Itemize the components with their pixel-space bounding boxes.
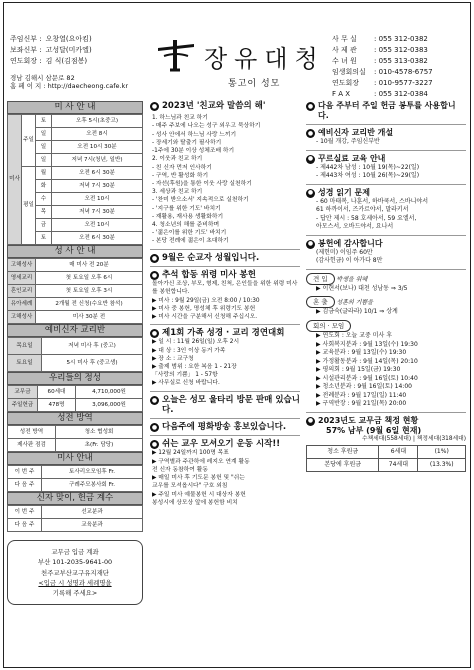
contact-value: : 055 312-0383	[374, 46, 428, 55]
memorial-mass-heading	[150, 270, 300, 280]
body-line: ▶ 12월 24일까지 100명 목표	[152, 450, 229, 457]
table-row	[8, 355, 143, 372]
tithe-status-subtitle: 57% 남부 (9월 6일 현재)	[326, 425, 422, 435]
table-cell: 이 번 주	[8, 506, 42, 519]
table-cell: 일	[36, 141, 52, 154]
baptism-subtitle: 박생을 위해	[336, 275, 368, 283]
table-cell: 토	[36, 232, 52, 245]
wedding-section	[306, 296, 466, 308]
table-row	[8, 298, 143, 311]
table-cell: 오전 8시	[52, 128, 143, 141]
table-cell: 토사리오모임후 Fr.	[42, 466, 143, 479]
heading-text: 2023년 '친교와 말씀의 해'	[162, 101, 266, 111]
president-value: 김 식(김점봉)	[45, 57, 88, 66]
bullet-icon: ●	[307, 189, 314, 197]
table-cell: 첫 토요일 오후 3시	[36, 285, 143, 298]
memorial-mass-body	[150, 280, 300, 321]
assistant-row	[10, 45, 150, 56]
table-cell: 영세교리	[8, 272, 36, 285]
divider	[150, 418, 300, 419]
tithe-status-table	[306, 445, 466, 472]
body-line: - 본당 전례에 젊은이 초대하기	[152, 238, 229, 245]
table-cell: 2개월 전 신청(수요반 참석)	[36, 298, 143, 311]
table-row	[8, 386, 143, 399]
table-cell: 오전 10시	[52, 219, 143, 232]
body-line: ▶ 미사 : 9월 29일(금) 오전 8:00 / 10:30	[152, 297, 260, 304]
table-row	[8, 426, 143, 439]
table-cell: 주일	[22, 115, 36, 167]
cursillo-body	[306, 164, 466, 181]
table-cell: 교무금	[8, 386, 38, 399]
table-cell: 일	[36, 154, 52, 167]
bible-contest-heading	[150, 328, 300, 338]
table-row	[8, 506, 143, 519]
offering-table	[7, 385, 143, 412]
body-line: - 장세기와 탈출기 필사하기	[152, 139, 222, 146]
divider	[150, 249, 300, 250]
contact-label: 임생회의실	[332, 68, 366, 77]
body-line: ▶ 청소년분과 : 9월 16일(토) 14:00	[316, 383, 412, 391]
contact-row	[332, 78, 462, 89]
divider	[150, 435, 300, 436]
table-cell: 6세대	[379, 445, 418, 458]
pastor-value: 오창열(요아킴)	[45, 35, 92, 44]
table-row	[8, 439, 143, 452]
divider	[306, 124, 466, 125]
table-cell: 청소 협성회	[56, 426, 143, 439]
table-cell: 수	[36, 193, 52, 206]
sale-heading	[150, 395, 300, 415]
table-row	[8, 311, 143, 324]
table-cell: 저녁 7시 30분	[52, 180, 143, 193]
table-cell: 478명	[38, 399, 76, 412]
body-line: ▶ 출제 범위 : 요한 복음 1 - 21장	[152, 364, 237, 370]
tithe-status-heading	[306, 416, 466, 426]
divider	[306, 235, 466, 236]
table-row	[8, 285, 143, 298]
cleaning-heading: 성전 방역	[7, 412, 143, 425]
heading-text: 다음 주부터 주일 헌금 봉투를 사용합니다.	[318, 101, 456, 120]
contact-label: 사 제 관	[332, 46, 357, 55]
table-cell: 저녁 미사 후 (중고)	[42, 338, 143, 355]
bullet-icon: ●	[151, 254, 158, 262]
table-cell: 주일헌금	[8, 399, 38, 412]
table-row	[307, 458, 466, 471]
contact-label: F A X	[332, 90, 351, 99]
bulletin-subtitle: 통고이 성모	[228, 79, 281, 89]
table-row	[8, 272, 143, 285]
body-line: ▶ 교육분과 : 9월 13일(수) 19:30	[316, 349, 407, 357]
table-row	[8, 259, 143, 272]
body-line: - '지구를 위한 기도' 바치기	[152, 205, 221, 212]
body-line: ▶ 시설관리분과 : 9월 16일(토) 10:40	[316, 374, 418, 382]
bullet-icon: ●	[307, 240, 314, 248]
contact-value: : 010-4578-6757	[374, 68, 433, 77]
lapsed-campaign-heading	[150, 439, 300, 449]
contact-value: : 055 313-0382	[374, 57, 428, 66]
divider	[150, 324, 300, 325]
mass-schedule-table	[7, 114, 143, 245]
sacrament-heading: 성 사 안 내	[7, 245, 143, 258]
body-line: ▶ 장 소 : 교구청	[152, 355, 194, 362]
divider	[306, 269, 466, 270]
yearly-theme-body	[150, 114, 300, 246]
table-cell: 4,710,000원	[76, 386, 143, 399]
table-row	[8, 338, 143, 355]
cursillo-heading	[306, 154, 466, 164]
table-cell: 첫 토요일 오후 6시	[36, 272, 143, 285]
donation-heading	[306, 239, 466, 249]
body-line: ▶ 사회복지분과 : 9월 13일(수) 19:30	[316, 340, 418, 348]
broadcast-heading	[150, 422, 300, 432]
lapsed-campaign-body	[150, 449, 300, 507]
body-line: 돌아가신 조상, 부모, 형제, 친척, 은인들을 위한 위령 미사를 봉헌합니다.	[152, 281, 298, 296]
middle-column	[150, 101, 300, 507]
body-line: - 제442차 남성 : 10월 19(목)~22(일)	[316, 163, 420, 171]
table-row	[8, 399, 143, 412]
heading-text: 추석 합동 위령 미사 봉헌	[162, 269, 256, 280]
contact-label: 연도회장	[332, 79, 360, 88]
table-cell: 오전 6시 30분	[52, 232, 143, 245]
baptism-label: 견 입	[306, 273, 335, 285]
table-cell: 혼인교리	[8, 285, 36, 298]
body-line: ▶ 사무실로 신청 바랍니다.	[152, 380, 220, 387]
body-line: 아모스서, 오바드야서, 요나서	[316, 223, 394, 231]
body-line: ▶ 가정활동분과 : 9월 14일(목) 20:10	[316, 357, 418, 365]
table-cell: 오후 5시(초중고)	[52, 115, 143, 128]
mass-schedule-heading: 미 사 안 내	[7, 101, 143, 114]
table-cell: 60세대	[38, 386, 76, 399]
table-cell: 성전 방역	[8, 426, 56, 439]
mass-intent-table	[7, 465, 143, 492]
heading-text: 쉬는 교우 모셔오기 운동 시작!!	[162, 439, 281, 450]
body-line: 봉성시에 상모상 앞에 봉헌함 비치	[152, 499, 238, 506]
body-line: - 재활용, 재사용 생활화하기	[152, 213, 224, 220]
heading-text: 예비신자 교리반 개설	[318, 128, 394, 137]
table-row	[8, 466, 143, 479]
table-cell: 고해성사	[8, 259, 36, 272]
greeter-heading: 신자 맞이, 헌금 계수	[7, 492, 143, 505]
body-line: ▶ 평의회 : 9월 15일(금) 19:30	[316, 366, 401, 374]
table-cell: 미사 30분 전	[36, 311, 143, 324]
contact-value: : 055 312-0382	[374, 35, 428, 44]
table-row	[8, 167, 143, 180]
table-row	[307, 445, 466, 458]
catechumen-heading	[306, 128, 466, 138]
divider	[150, 391, 300, 392]
body-line: 전 신자 동참하여 활동	[152, 466, 208, 473]
header-contacts	[332, 34, 462, 100]
body-line: ▶ 주일 미사 예물봉헌 시 대상자 봉헌	[152, 491, 246, 498]
body-line: ▶ 연도회 : 오늘 교중 미사 후	[316, 332, 393, 340]
contact-row	[332, 34, 462, 45]
pastor-label: 주임신부 :	[10, 35, 42, 44]
table-cell: 평일	[22, 167, 36, 245]
heading-text: 9월은 순교자 성월입니다.	[162, 252, 260, 263]
offering-heading: 우리들의 정성	[7, 372, 143, 385]
left-column	[7, 101, 143, 605]
bullet-icon: ●	[307, 129, 314, 137]
meeting-section	[306, 320, 466, 332]
wedding-subtitle: 성혼의 기쁨을	[336, 299, 374, 307]
divider	[306, 412, 466, 413]
table-cell: 구례주모봉사회 Fr.	[42, 479, 143, 492]
assistant-label: 보좌신부 :	[10, 46, 42, 55]
address: 경남 김해시 삼문로 82	[10, 74, 75, 82]
bank-account-notice	[7, 540, 143, 605]
body-line: ▶ 대 상 : 3인 이상 동거 가족	[152, 347, 226, 354]
bullet-icon: ●	[151, 102, 158, 110]
body-line: 4. 청소년의 해를 준비하며	[152, 222, 220, 229]
heading-text: 2023년도 교무금 책정 현황	[318, 415, 419, 425]
notice-line: 천주교부산교구유지재단	[41, 568, 109, 577]
body-line: ▶ 일 시 : 11월 26일(일) 오후 2시	[152, 339, 240, 346]
body-line: - 60 마태복, 나훈서, 하바쿡서, 스바니야서	[316, 197, 428, 205]
bullet-icon: ●	[151, 441, 158, 449]
meeting-body	[306, 332, 466, 409]
body-line: - 성사 안에서 하느님 사랑 느끼기	[152, 131, 237, 138]
body-line: 「사랑의 기쁨」 1 - 57항	[152, 372, 218, 379]
greeter-table	[7, 505, 143, 532]
table-cell: 금	[36, 219, 52, 232]
bible-reading-heading	[306, 188, 466, 198]
body-line: - '젊은이를 위한 기도' 바치기	[152, 230, 227, 237]
mass-side-label: 미사	[8, 115, 22, 245]
body-line: 교우를 모셔옵시다" 구호 외침	[152, 483, 228, 490]
right-column	[306, 101, 466, 472]
body-line: -1주에 30분 이상 성체조배 하기	[152, 148, 235, 155]
divider	[150, 266, 300, 267]
heading-text: 꾸르실료 교육 안내	[318, 153, 386, 163]
bullet-icon: ●	[151, 271, 158, 279]
table-cell: 오전 6시 30분	[52, 167, 143, 180]
contact-label: 수 녀 원	[332, 57, 357, 66]
church-logo-icon	[156, 34, 196, 74]
bulletin-title: 장유대청	[204, 45, 325, 73]
president-label: 연도회장 :	[10, 57, 42, 66]
notice-line: 교무금 입금 계좌	[51, 548, 99, 556]
pastor-row	[10, 34, 150, 45]
table-cell: 이 번 주	[8, 466, 42, 479]
body-line: - '찬미 받으소서' 지속적으로 실천하기	[152, 197, 249, 204]
bullet-icon: ●	[151, 330, 158, 338]
table-cell: 다 음 주	[8, 519, 42, 532]
catechism-heading: 예비신자 교리반	[7, 324, 143, 337]
table-row	[8, 479, 143, 492]
sacrament-table	[7, 258, 143, 324]
body-line: - 친 신자 먼저 인사하기	[152, 164, 212, 171]
heading-text: 봉헌에 감사합니다	[318, 238, 383, 248]
bullet-icon: ●	[151, 396, 158, 404]
baptism-section	[306, 273, 466, 285]
divider	[306, 150, 466, 151]
catechism-table	[7, 337, 143, 372]
offering-envelope-heading	[306, 101, 466, 121]
table-cell: 목요일	[8, 338, 42, 355]
contact-row	[332, 89, 462, 100]
table-cell: 오전 10시 30분	[52, 141, 143, 154]
body-line: - 답안 제시 : 58 호세아서, 59 요엘서,	[316, 214, 417, 222]
table-row	[8, 115, 143, 128]
table-cell: 일	[36, 128, 52, 141]
table-cell: (1%)	[418, 445, 466, 458]
table-cell: 초(Fr. 담당)	[56, 439, 143, 452]
table-cell: 토	[36, 115, 52, 128]
body-line: ▶ 매일 미사 후 기도문 봉헌 및 "쉬는	[152, 475, 245, 482]
table-cell: 3,096,000원	[76, 399, 143, 412]
table-cell: 저녁 7시(청년, 일반)	[52, 154, 143, 167]
body-line: ▶ 미사 중 봉헌, 명성체 후 위령기도 봉헌	[152, 305, 256, 312]
contact-value: : 010-9577-3227	[374, 79, 433, 88]
body-line: - 자선(후원)을 통한 이웃 사랑 실천하기	[152, 180, 252, 187]
bible-reading-body	[306, 198, 466, 232]
bible-contest-body	[150, 338, 300, 387]
body-line: 1. 하느님과 친교 하기	[152, 115, 208, 122]
header-left-info	[10, 34, 150, 90]
table-cell: 오전 10시	[52, 193, 143, 206]
table-cell: 매 미사 전 20분	[36, 259, 143, 272]
body-line: ▶ 구역별과 주관하에 레지오 연계 활동	[152, 458, 250, 465]
body-line: 2. 이웃과 친교 하기	[152, 156, 203, 163]
body-line: - 제443차 여성 : 10월 26(목)~29(일)	[316, 172, 420, 180]
table-cell: 선교분과	[42, 506, 143, 519]
table-cell: 고해성사	[8, 311, 36, 324]
table-cell: 5시 미사 후 (중고생)	[42, 355, 143, 372]
table-cell: 목	[36, 206, 52, 219]
contact-row	[332, 45, 462, 56]
body-line: ▶ 전례분과 : 9월 17일(일) 11:40	[316, 391, 407, 399]
contact-value: : 055 312-0384	[374, 90, 428, 99]
table-cell: 본당에 후원금	[307, 458, 379, 471]
body-line: - 구역, 반 활성화 하기	[152, 172, 209, 179]
notice-line: 부산 101-2035-9641-00	[37, 558, 113, 567]
cleaning-table	[7, 425, 143, 452]
president-row	[10, 56, 150, 67]
table-cell: (13.3%)	[418, 458, 466, 471]
table-cell: 교육분과	[42, 519, 143, 532]
meeting-label: 회의 · 모임	[306, 320, 351, 332]
heading-text: 오늘은 성모 울타리 방문 판매 있습니다.	[162, 394, 300, 415]
body-line: (제헌미) 이임주 60만	[316, 248, 373, 256]
baptism-line: ▶ 이현서(보나) 대천 성남동 ⇒ 3/5	[316, 284, 408, 292]
table-row	[8, 519, 143, 532]
table-cell: 청소 후원금	[307, 445, 379, 458]
table-cell: 다 음 주	[8, 479, 42, 492]
wedding-label: 혼 출	[306, 296, 335, 308]
contact-row	[332, 56, 462, 67]
body-line: (감사헌금) 이 아가다 8만	[316, 257, 383, 265]
divider	[306, 184, 466, 185]
table-cell: 74세대	[379, 458, 418, 471]
body-line: ▶ 미사 시간을 구분해서 신청해 주십시오.	[152, 313, 258, 320]
bullet-icon: ●	[307, 417, 314, 425]
martyr-month-heading	[150, 253, 300, 263]
contact-row	[332, 67, 462, 78]
body-line: 3. 세상과 친교 하기	[152, 189, 203, 196]
wedding-line: ▶ 김금숙(글라라) 10/1 ⇒ 상계	[316, 308, 398, 316]
notice-line: <입금 시 성명과 세례명을	[38, 578, 112, 587]
table-cell: 제사판 점검	[8, 439, 56, 452]
body-line: ▶ 구역반장 : 9월 21일(목) 20:00	[316, 400, 407, 408]
heading-text: 제1회 가족 성경 · 교리 경연대회	[162, 328, 285, 339]
bullet-icon: ●	[307, 102, 314, 110]
contact-label: 사 무 실	[332, 35, 357, 44]
body-line: - 매주 주보에 나오는 성구 외우고 묵상하기	[152, 123, 261, 130]
table-cell: 저녁 7시 30분	[52, 206, 143, 219]
tithe-status-line: 수책세대(558세대) | 책정세대(318세대)	[361, 435, 466, 442]
table-cell: 유아세례	[8, 298, 36, 311]
table-cell: 화	[36, 180, 52, 193]
assistant-value: 고성달(미카엘)	[45, 46, 92, 55]
mass-intent-heading: 미사 안내	[7, 452, 143, 465]
heading-text: 다음주에 평화방송 홍보있습니다.	[162, 422, 287, 433]
bullet-icon: ●	[307, 155, 314, 163]
table-cell: 토요일	[8, 355, 42, 372]
catechumen-body: - 10월 개강, 주임신부반	[316, 138, 380, 145]
body-line: 61 하까이서, 즈카르야서, 말라키서	[316, 206, 409, 214]
bullet-icon: ●	[151, 423, 158, 431]
notice-line: 기록해 주세요>	[52, 589, 98, 597]
heading-text: 성경 읽기 문제	[318, 187, 370, 197]
yearly-theme-heading	[150, 101, 300, 111]
table-cell: 월	[36, 167, 52, 180]
donation-body	[306, 249, 466, 266]
homepage-link[interactable]: 홈 페 이 지 : http://daecheong.cafe.kr	[10, 82, 128, 91]
